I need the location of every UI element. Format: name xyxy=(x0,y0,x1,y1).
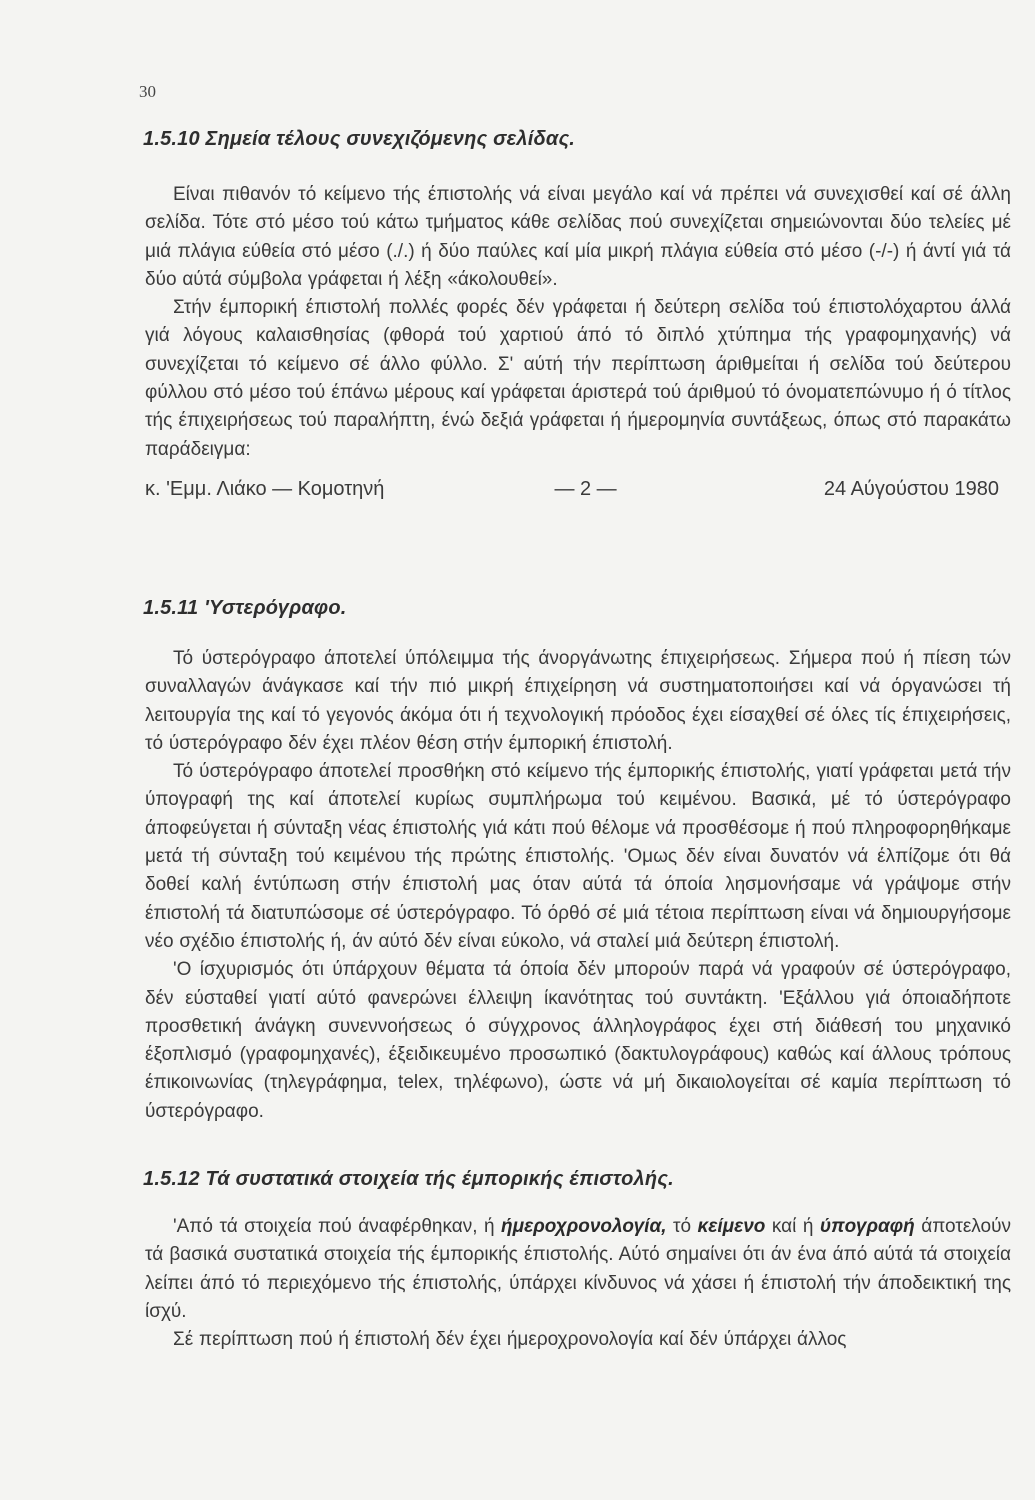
emphasis-term: ύπογραφή xyxy=(819,1216,915,1238)
paragraph: 'Ο ίσχυρισμός ότι ύπάρχουν θέματα τά όποία δέν μπορούν παρά νά γραφούν σέ ύστερόγραφο, δέν εύσταθεί γιατί αύτό φανερώνει έλλειψη ίκανότητας τού συντάκτη. 'Εξάλλου γιά όποιαδήποτε προσθετική άνάγκη συνεννοήσεως ό σύγχρονος άλληλογράφος έχει στή διάθεσή του μηχανικό έξοπλισμό (γραφομηχανές), έξειδικευμένο προσωπικό (δακτυλογράφους) καθώς καί άλλους τρόπους έπικοινωνίας (τηλεγράφημα, telex, τηλέφωνο), ώστε νά μή δικαιολογείται σέ καμία περίπτωση τό ύστερόγραφο. xyxy=(145,959,1011,1122)
emphasis-term: κείμενο xyxy=(697,1216,766,1238)
paragraph-text: άποτελούν τά βασικά συστατικά στοιχεία τής έμπορικής έπιστολής. Αύτό σημαίνει ότι άν ένα άπό αύτά τά στοιχεία λείπει άπό τό περιεχόμενο τής έπιστολής, ύπάρχει κίνδυνος νά χάσει ή έπιστολή τήν άποδεικτική της ίσχύ. xyxy=(145,1216,1011,1322)
paragraph: Στήν έμπορική έπιστολή πολλές φορές δέν γράφεται ή δεύτερη σελίδα τού έπιστολόχαρτου άλλά γιά λόγους καλαισθησίας (φθορά τού χαρτιού άπό τό διπλό χτύπημα τής γραφομηχανής) νά συνεχίζεται τό κείμενο σέ άλλο φύλλο. Σ' αύτή τήν περίπτωση άριθμείται ή σελίδα τού δεύτερου φύλλου στό μέσο τού έπάνω μέρους καί γράφεται άριστερά τού άριθμού τό όνοματεπώνυμο ή ό τίτλος τής έπιχειρήσεως τού παραλήπτη, ένώ δεξιά γράφεται ή ήμερομηνία συντάξεως, όπως στό παρακάτω παράδειγμα: xyxy=(145,297,1011,460)
emphasis-term: ήμεροχρονολογία, xyxy=(501,1216,667,1238)
paragraph: Είναι πιθανόν τό κείμενο τής έπιστολής νά είναι μεγάλο καί νά πρέπει νά συνεχισθεί καί σέ άλλη σελίδα. Τότε στό μέσο τού κάτω τμήματος κάθε σελίδας πού συνεχίζεται σημειώνονται δύο τελείες μέ μιά πλάγια εύθεία στό μέσο (./.) ή δύο παύλες καί μία μικρή πλάγια εύθεία στό μέσο (-/-) ή άντί γιά τά δύο αύτά σύμβολα γράφεται ή λέξη «άκολουθεί». xyxy=(145,184,1011,290)
paragraph-text: 'Από τά στοιχεία πού άναφέρθηκαν, ή xyxy=(173,1216,502,1238)
page-content xyxy=(143,128,1011,1355)
example-header-line xyxy=(143,478,1011,501)
example-page-marker: — 2 — xyxy=(554,477,617,500)
paragraph: Τό ύστερόγραφο άποτελεί ύπόλειμμα τής άνοργάνωτης έπιχειρήσεως. Σήμερα πού ή πίεση τών συναλλαγών άνάγκασε καί τήν πιό μικρή έπιχείρηση νά συστηματοποιήσει καί νά όργανώσει τή λειτουργία της καί τό γεγονός άκόμα ότι ή τεχνολογική πρόοδος έχει είσαχθεί σέ όλες τίς έπιχειρήσεις, τό ύστερόγραφο δέν έχει πλέον θέση στήν έμπορική έπιστολή. xyxy=(145,647,1011,754)
paragraph-text: τό xyxy=(666,1216,698,1238)
section-heading-1-5-11: 1.5.11 'Υστερόγραφο. xyxy=(143,596,347,619)
page-number: 30 xyxy=(139,82,156,101)
section-heading-1-5-10: 1.5.10 Σημεία τέλους συνεχιζόμενης σελίδας. xyxy=(143,128,576,150)
section-heading-1-5-12: 1.5.12 Τά συστατικά στοιχεία τής έμπορικής έπιστολής. xyxy=(143,1168,674,1191)
example-date: 24 Αύγούστου 1980 xyxy=(823,477,999,500)
paragraph: Σέ περίπτωση πού ή έπιστολή δέν έχει ήμεροχρονολογία καί δέν ύπάρχει άλλος xyxy=(173,1329,847,1351)
paragraph xyxy=(143,1213,1011,1326)
paragraph-text: καί ή xyxy=(765,1216,820,1238)
paragraph: Τό ύστερόγραφο άποτελεί προσθήκη στό κείμενο τής έμπορικής έπιστολής, γιατί γράφεται μετά τήν ύπογραφή της καί άποτελεί κυρίως συμπλήρωμα τού κειμένου. Βασικά, μέ τό ύστερόγραφο άποφεύγεται ή σύνταξη νέας έπιστολής γιά κάτι πού θέλομε νά προσθέσομε ή πού πληροφορηθήκαμε μετά τή σύνταξη τού κειμένου τής πρώτης έπιστολής. 'Ομως δέν είναι δυνατόν νά έλπίζομε ότι θά δοθεί καλή έντύπωση στήν έπιστολή μας όταν αύτά τά όποία λησμονήσαμε νά γράψομε στήν έπιστολή τά διατυπώσομε σέ ύστερόγραφο. Τό όρθό σέ μιά τέτοια περίπτωση είναι νά δημιουργήσομε νέο σχέδιο έπιστολής ή, άν αύτό δέν είναι εύκολο, νά σταλεί μιά δεύτερη έπιστολή. xyxy=(145,761,1011,952)
example-recipient: κ. 'Εμμ. Λιάκο — Κομοτηνή xyxy=(145,477,385,500)
